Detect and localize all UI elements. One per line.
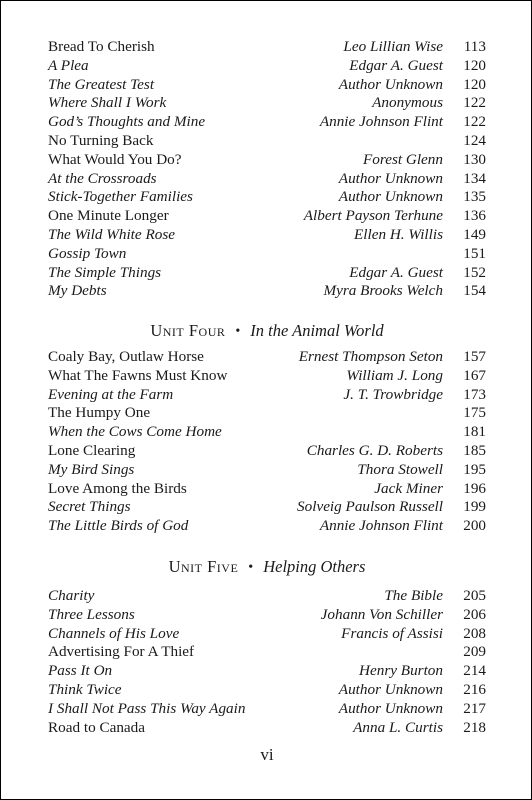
entry-title: The Greatest Test: [48, 75, 155, 93]
toc-section-unit-five: [48, 587, 488, 737]
toc-entry: [48, 643, 488, 662]
toc-entry: [48, 245, 488, 264]
entry-page: 152: [463, 263, 486, 281]
toc-entry: [48, 76, 488, 95]
entry-title: Road to Canada: [48, 718, 146, 736]
entry-author: Author Unknown: [338, 680, 443, 698]
toc-entry: [48, 57, 488, 76]
entry-page: 154: [463, 282, 486, 300]
entry-title: My Debts: [48, 282, 107, 300]
entry-author: Myra Brooks Welch: [323, 282, 443, 300]
entry-author: Edgar A. Guest: [349, 263, 443, 281]
unit-label: Unit Five: [168, 557, 239, 576]
entry-title: My Bird Sings: [48, 460, 135, 478]
entry-page: 173: [463, 385, 486, 403]
toc-entry: [48, 662, 488, 681]
entry-author: Author Unknown: [338, 75, 443, 93]
entry-page: 113: [463, 38, 486, 55]
entry-title: Love Among the Birds: [48, 479, 187, 497]
entry-title: Bread To Cherish: [48, 38, 155, 55]
entry-title: What The Fawns Must Know: [48, 366, 228, 384]
entry-author: Forest Glenn: [362, 150, 443, 168]
toc-entry: [48, 188, 488, 207]
entry-title: Stick-Together Families: [48, 188, 193, 206]
toc-section-continued: [48, 38, 488, 301]
entry-author: Henry Burton: [359, 662, 443, 680]
toc-entry: [48, 226, 488, 245]
entry-title: Where Shall I Work: [48, 94, 167, 112]
entry-page: 208: [463, 624, 486, 642]
toc-entry: [48, 113, 488, 132]
toc-entry: [48, 719, 488, 738]
toc-entry: [48, 282, 488, 301]
entry-page: 122: [463, 113, 486, 131]
entry-page: 120: [463, 75, 486, 93]
entry-page: 214: [463, 662, 486, 680]
entry-author: Ernest Thompson Seton: [298, 348, 443, 365]
toc-entry: [48, 442, 488, 461]
toc-entry: [48, 517, 488, 536]
entry-page: 218: [463, 718, 486, 736]
entry-page: 199: [463, 498, 486, 516]
entry-title: No Turning Back: [48, 131, 154, 149]
entry-page: 135: [463, 188, 486, 206]
entry-page: 185: [463, 441, 486, 459]
entry-author: Annie Johnson Flint: [319, 113, 443, 131]
toc-entry: [48, 367, 488, 386]
entry-page: 205: [463, 587, 486, 604]
entry-title: Evening at the Farm: [48, 385, 174, 403]
entry-author: Annie Johnson Flint: [319, 517, 443, 535]
entry-title: Lone Clearing: [48, 441, 136, 459]
entry-author: Francis of Assisi: [341, 624, 443, 642]
entry-author: Anna L. Curtis: [353, 718, 443, 736]
entry-page: 196: [463, 479, 486, 497]
entry-title: The Simple Things: [48, 263, 162, 281]
unit-theme: In the Animal World: [250, 321, 384, 340]
entry-author: Ellen H. Willis: [353, 225, 443, 243]
page-number: vi: [260, 745, 274, 764]
entry-page: 209: [463, 643, 486, 661]
toc-entry: [48, 625, 488, 644]
entry-page: 122: [463, 94, 486, 112]
toc-entry: [48, 170, 488, 189]
entry-author: Albert Payson Terhune: [303, 207, 443, 225]
entry-page: 167: [463, 366, 486, 384]
entry-title: Three Lessons: [48, 605, 135, 623]
bullet-separator: •: [235, 324, 241, 339]
entry-title: I Shall Not Pass This Way Again: [48, 699, 246, 717]
entry-page: 200: [463, 517, 486, 535]
toc-entry: [48, 681, 488, 700]
entry-title: Gossip Town: [48, 244, 127, 262]
entry-title: Advertising For A Thief: [48, 643, 195, 661]
toc-entry: [48, 587, 488, 606]
entry-author: William J. Long: [346, 366, 443, 384]
entry-title: The Humpy One: [48, 404, 151, 422]
entry-title: Pass It On: [48, 662, 113, 680]
entry-author: Johann Von Schiller: [320, 605, 443, 623]
entry-title: Coaly Bay, Outlaw Horse: [48, 348, 204, 365]
entry-author: Edgar A. Guest: [349, 56, 443, 74]
entry-page: 151: [463, 244, 486, 262]
toc-entry: [48, 700, 488, 719]
entry-title: One Minute Longer: [48, 207, 169, 225]
unit-five-heading: [1, 557, 532, 577]
unit-label: Unit Four: [150, 321, 226, 340]
unit-four-heading: [1, 321, 532, 341]
entry-title: Secret Things: [48, 498, 131, 516]
toc-entry: [48, 480, 488, 499]
entry-title: Channels of His Love: [48, 624, 180, 642]
entry-title: When the Cows Come Home: [48, 423, 222, 441]
entry-page: 134: [463, 169, 486, 187]
toc-entry: [48, 207, 488, 226]
toc-entry: [48, 38, 488, 57]
entry-author: Thora Stowell: [357, 460, 443, 478]
entry-page: 175: [463, 404, 486, 422]
toc-section-unit-four: [48, 348, 488, 536]
entry-title: A Plea: [48, 56, 89, 74]
entry-page: 216: [463, 680, 486, 698]
entry-page: 124: [463, 131, 486, 149]
toc-entry: [48, 423, 488, 442]
toc-entry: [48, 94, 488, 113]
entry-page: 206: [463, 605, 486, 623]
entry-page: 195: [463, 460, 486, 478]
entry-page: 130: [463, 150, 486, 168]
entry-page: 149: [463, 225, 486, 243]
toc-entry: [48, 404, 488, 423]
entry-title: What Would You Do?: [48, 150, 182, 168]
unit-theme: Helping Others: [263, 557, 366, 576]
entry-title: God’s Thoughts and Mine: [48, 113, 206, 131]
toc-entry: [48, 264, 488, 283]
entry-page: 120: [463, 56, 486, 74]
entry-page: 136: [463, 207, 486, 225]
toc-entry: [48, 606, 488, 625]
entry-title: Charity: [48, 587, 95, 604]
bullet-separator: •: [248, 560, 254, 575]
entry-author: Author Unknown: [338, 188, 443, 206]
entry-author: Author Unknown: [338, 699, 443, 717]
entry-author: Anonymous: [372, 94, 443, 112]
toc-entry: [48, 386, 488, 405]
toc-entry: [48, 498, 488, 517]
entry-page: 217: [463, 699, 486, 717]
toc-entry: [48, 132, 488, 151]
toc-entry: [48, 151, 488, 170]
entry-title: Think Twice: [48, 680, 122, 698]
entry-page: 157: [463, 348, 486, 365]
entry-title: The Little Birds of God: [48, 517, 189, 535]
entry-title: At the Crossroads: [48, 169, 157, 187]
entry-author: Author Unknown: [338, 169, 443, 187]
entry-page: 181: [463, 423, 486, 441]
entry-author: Charles G. D. Roberts: [306, 441, 443, 459]
entry-author: Solveig Paulson Russell: [297, 498, 443, 516]
entry-author: J. T. Trowbridge: [343, 385, 443, 403]
toc-entry: [48, 461, 488, 480]
entry-author: The Bible: [384, 587, 443, 604]
entry-title: The Wild White Rose: [48, 225, 175, 243]
entry-author: Leo Lillian Wise: [343, 38, 443, 55]
entry-author: Jack Miner: [374, 479, 443, 497]
toc-entry: [48, 348, 488, 367]
